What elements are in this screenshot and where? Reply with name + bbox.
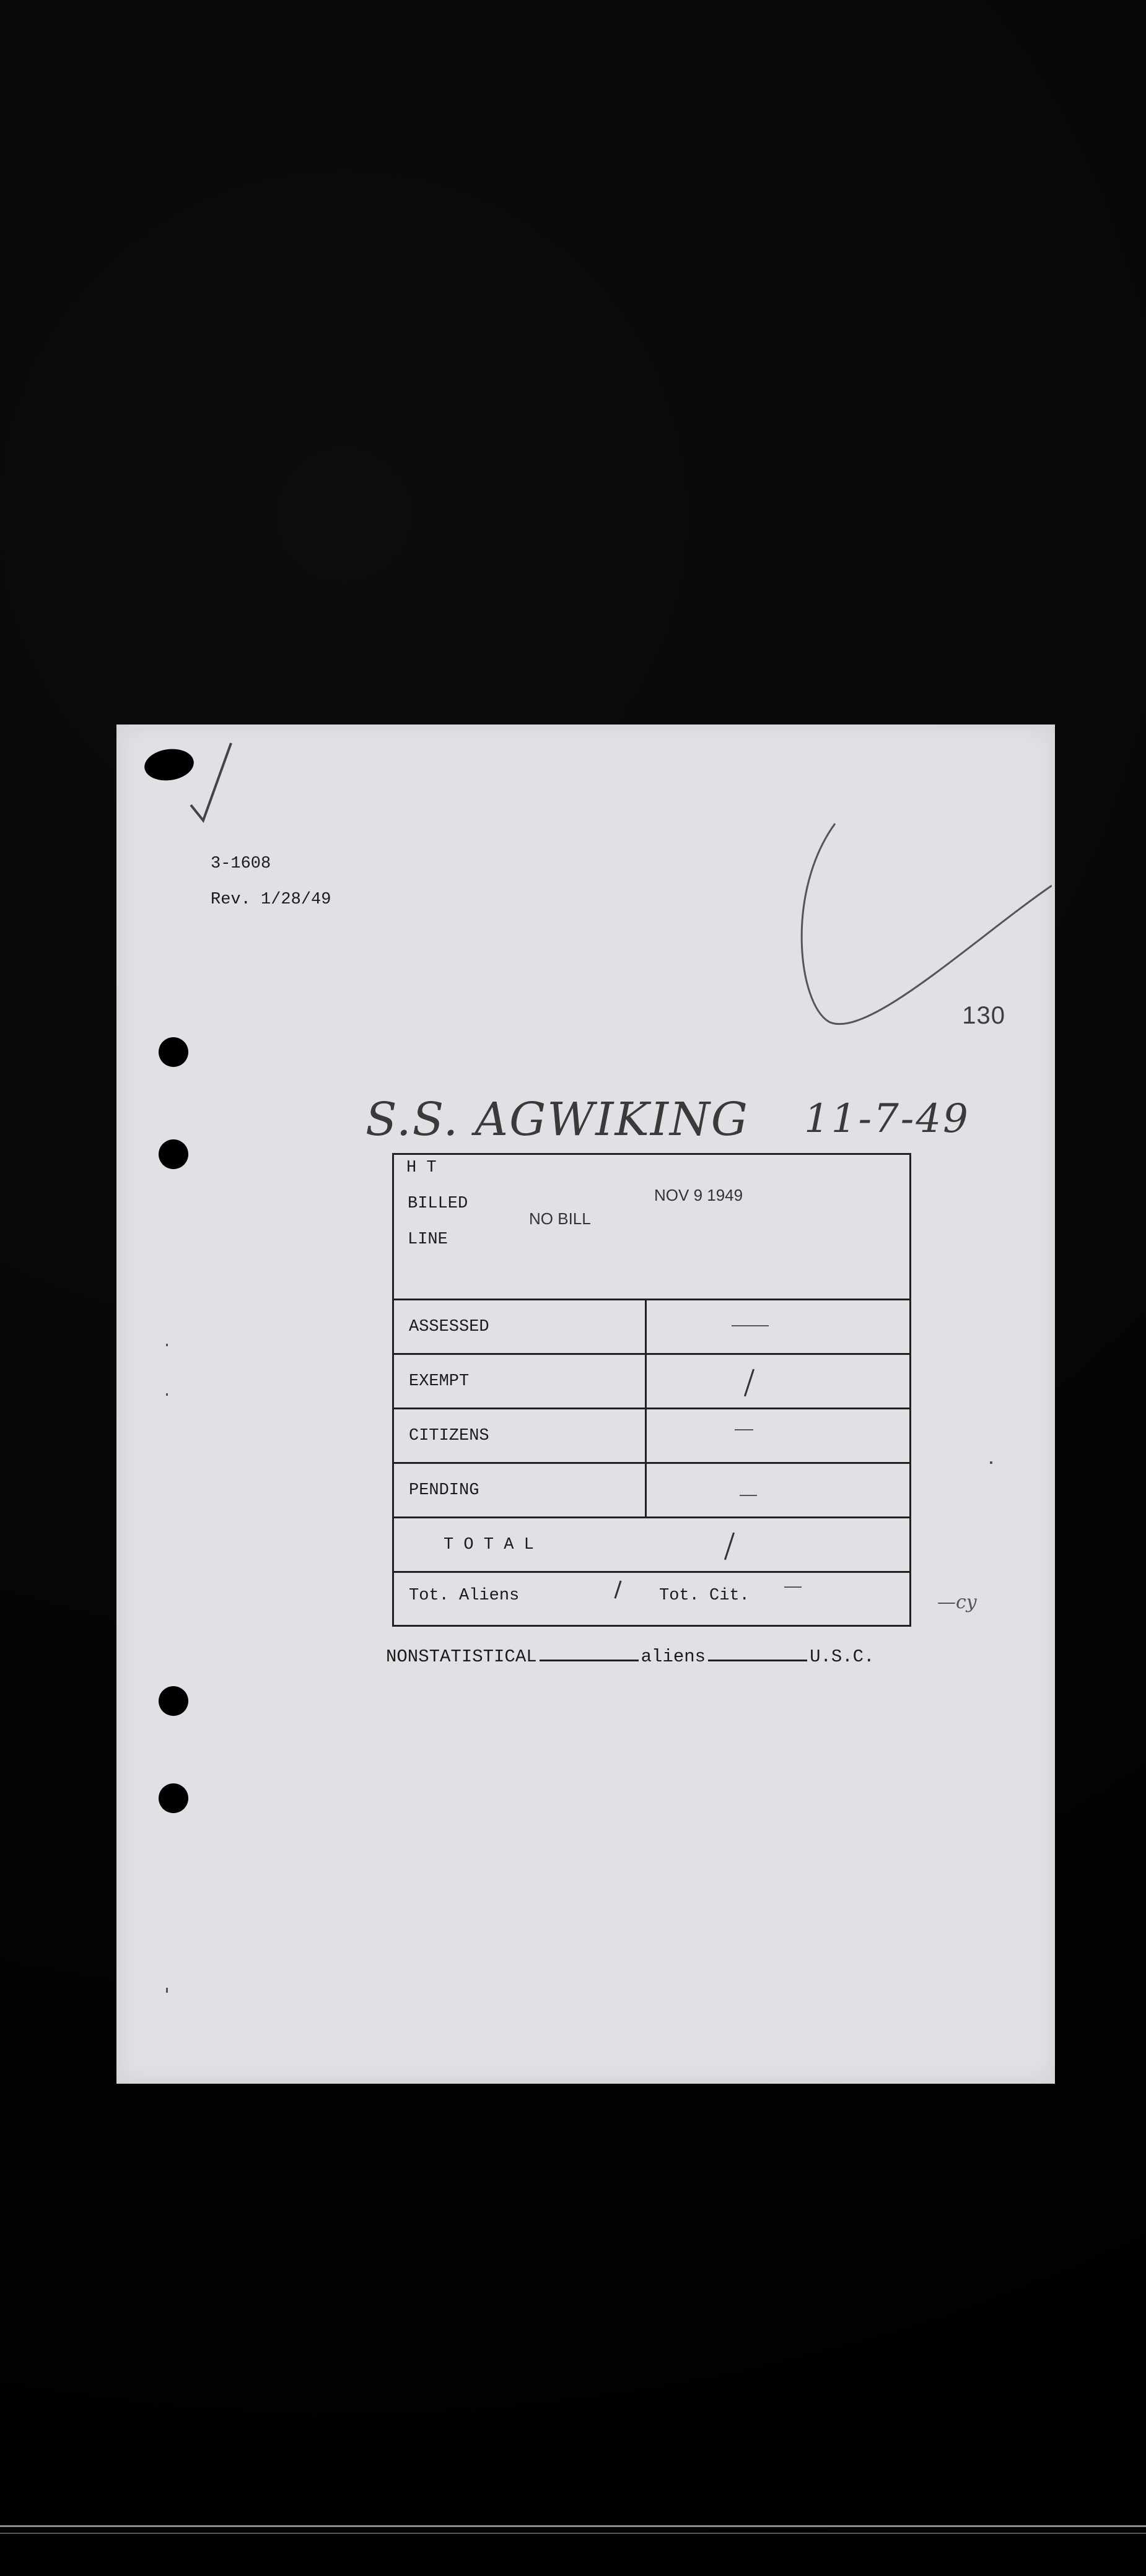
scanner-edge-line (0, 2525, 1146, 2527)
nonstatistical-line (386, 1646, 874, 1667)
usc-label: U.S.C. (810, 1647, 875, 1667)
total-value (724, 1533, 735, 1560)
tot-cit-label: Tot. Cit. (659, 1586, 750, 1605)
margin-mark (990, 1461, 992, 1464)
tot-aliens-label: Tot. Aliens (409, 1586, 520, 1605)
margin-mark (166, 1988, 168, 1993)
punch-hole (159, 1037, 188, 1067)
check-mark-icon (166, 737, 234, 824)
row-pending (394, 1464, 909, 1518)
row-exempt (394, 1355, 909, 1409)
blank-field (540, 1646, 639, 1661)
line-label: LINE (408, 1230, 448, 1249)
tally-form (392, 1153, 911, 1627)
revision-date: Rev. 1/28/49 (211, 890, 331, 909)
row-value (735, 1429, 753, 1430)
row-label: ASSESSED (409, 1318, 489, 1336)
date-stamp: NOV 9 1949 (654, 1186, 743, 1204)
margin-mark (166, 1393, 168, 1396)
punch-hole (159, 1139, 188, 1169)
row-label: EXEMPT (409, 1372, 470, 1391)
row-total (394, 1518, 909, 1573)
column-divider (645, 1464, 647, 1516)
margin-mark (166, 1344, 168, 1346)
total-label: T O T A L (444, 1536, 534, 1554)
margin-note: —cy (937, 1591, 977, 1613)
ht-label: H T (406, 1159, 437, 1177)
row-label: CITIZENS (409, 1427, 489, 1445)
nonstatistical-label: NONSTATISTICAL (386, 1647, 537, 1667)
ship-name: S.S. AGWIKING (365, 1093, 749, 1146)
row-value (732, 1325, 769, 1326)
page-number: 130 (962, 1002, 1005, 1029)
billed-label: BILLED (408, 1194, 468, 1213)
row-aliens-citizens (394, 1573, 909, 1625)
ship-date: 11-7-49 (804, 1096, 970, 1142)
column-divider (645, 1300, 647, 1353)
row-label: PENDING (409, 1481, 479, 1500)
tot-cit-value (784, 1586, 802, 1588)
tot-aliens-value (614, 1580, 621, 1598)
column-divider (645, 1355, 647, 1408)
punch-hole (159, 1686, 188, 1716)
row-value (744, 1369, 755, 1397)
column-divider (645, 1409, 647, 1462)
form-header-box (394, 1155, 909, 1300)
row-citizens (394, 1409, 909, 1464)
form-number: 3-1608 (211, 855, 271, 873)
punch-hole (159, 1783, 188, 1813)
no-bill-stamp: NO BILL (529, 1209, 591, 1228)
row-value (740, 1495, 757, 1496)
row-assessed (394, 1300, 909, 1355)
scanner-edge-line-lower (0, 2533, 1146, 2534)
blank-field (708, 1646, 807, 1661)
document-page (116, 724, 1055, 2084)
aliens-label: aliens (641, 1647, 706, 1667)
